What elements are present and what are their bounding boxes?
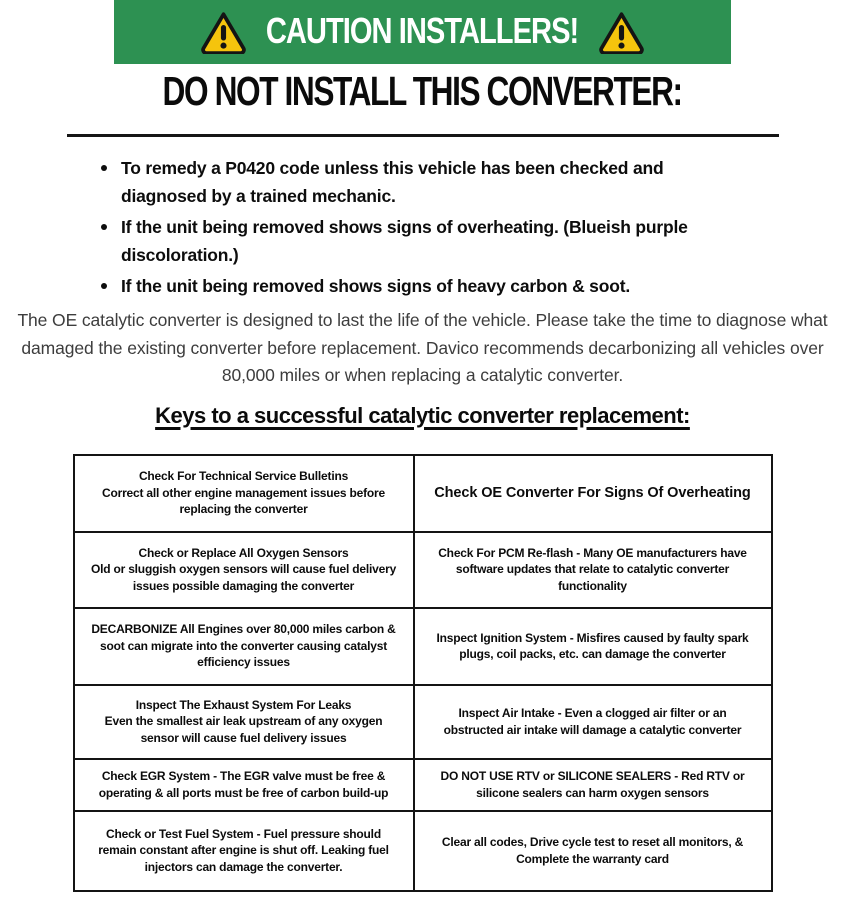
table-row — [74, 811, 772, 891]
tip-body: DO NOT USE RTV or SILICONE SEALERS - Red RTV or silicone sealers can harm oxygen sensors — [440, 769, 745, 800]
tip-title: Check For Technical Service Bulletins — [138, 469, 349, 484]
banner-title: CAUTION INSTALLERS! — [266, 11, 579, 52]
tip-body: Even the smallest air leak upstream of any oxygen sensor will cause fuel delivery issues — [104, 714, 383, 745]
tip-body: Correct all other engine management issues before replacing the converter — [102, 485, 385, 517]
tip-cell — [74, 532, 414, 608]
tip-cell — [414, 685, 772, 759]
tip-cell — [74, 759, 414, 811]
list-item-text: To remedy a P0420 code unless this vehicle has been checked and diagnosed by a trained mechanic. — [121, 158, 664, 206]
tip-title: Check or Replace All Oxygen Sensors — [138, 545, 349, 560]
do-not-install-heading: DO NOT INSTALL THIS CONVERTER: — [162, 69, 683, 115]
bullet-dot — [101, 224, 107, 230]
warning-triangle-icon — [598, 11, 645, 54]
replacement-tips-table — [73, 454, 773, 892]
heading-divider-line — [67, 134, 779, 137]
warning-triangle-icon — [200, 11, 247, 54]
tip-body: Check For PCM Re-flash - Many OE manufacturers have software updates that relate to catalytic converter functionality — [438, 545, 747, 593]
list-item — [101, 213, 749, 269]
tip-cell — [414, 759, 772, 811]
tip-cell — [414, 811, 772, 891]
list-item-text: If the unit being removed shows signs of heavy carbon & soot. — [121, 276, 630, 296]
tip-body: Clear all codes, Drive cycle test to reset all monitors, & Complete the warranty card — [441, 835, 744, 866]
tip-body: Check EGR System - The EGR valve must be free & operating & all ports must be free of carbon build-up — [98, 769, 389, 800]
bullet-dot — [101, 165, 107, 171]
table-row — [74, 685, 772, 759]
tip-cell — [74, 608, 414, 685]
list-item — [101, 154, 749, 210]
oe-advisory-paragraph: The OE catalytic converter is designed to last the life of the vehicle. Please take the time to diagnose what damaged the existing converter before replacement. Davico recommends decarbonizing all vehicles over 80,000 miles or when replacing a catalytic converter. — [17, 310, 828, 385]
tip-title: Inspect The Exhaust System For Leaks — [135, 697, 352, 712]
table-row — [74, 759, 772, 811]
tip-cell — [74, 811, 414, 891]
do-not-install-list — [101, 154, 749, 300]
caution-banner — [114, 0, 731, 64]
tip-cell — [74, 685, 414, 759]
tip-body: Check OE Converter For Signs Of Overheating — [434, 484, 751, 501]
tip-body: Check or Test Fuel System - Fuel pressure should remain constant after engine is shut off. Leaking fuel injectors can damage the converter. — [98, 826, 389, 874]
tip-cell — [414, 455, 772, 532]
tip-body: Old or sluggish oxygen sensors will cause fuel delivery issues possible damaging the converter — [90, 562, 397, 593]
tip-cell — [74, 455, 414, 532]
tip-cell — [414, 608, 772, 685]
tip-cell — [414, 532, 772, 608]
list-item-text: If the unit being removed shows signs of overheating. (Blueish purple discoloration.) — [121, 217, 688, 265]
tip-body: DECARBONIZE All Engines over 80,000 miles carbon & soot can migrate into the converter causing catalyst efficiency issues — [91, 622, 396, 670]
tip-body: Inspect Ignition System - Misfires caused by faulty spark plugs, coil packs, etc. can damage the converter — [436, 630, 749, 661]
table-row — [74, 608, 772, 685]
table-row — [74, 455, 772, 532]
table-row — [74, 532, 772, 608]
tip-body: Inspect Air Intake - Even a clogged air filter or an obstructed air intake will damage a catalytic converter — [443, 706, 742, 737]
list-item — [101, 272, 749, 300]
replacement-keys-heading: Keys to a successful catalytic converter replacement: — [155, 402, 690, 428]
bullet-dot — [101, 283, 107, 289]
